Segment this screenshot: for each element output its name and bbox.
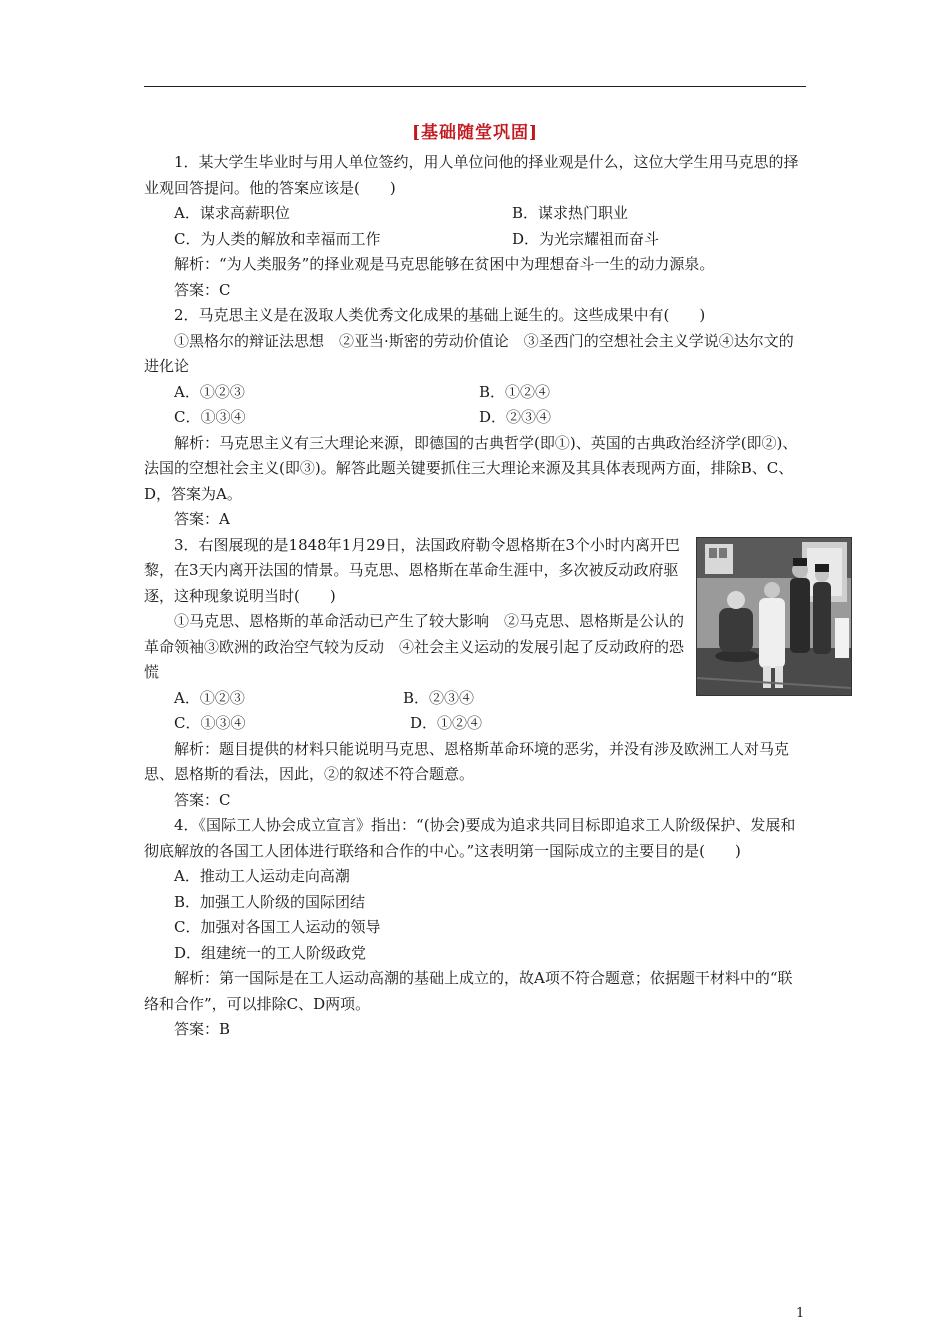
question-2: [144, 303, 806, 533]
question-items: ①黑格尔的辩证法思想 ②亚当·斯密的劳动价值论 ③圣西门的空想社会主义学说④达尔文的进化论: [144, 331, 794, 375]
question-stem: 1．某大学生毕业时与用人单位签约，用人单位问他的择业观是什么，这位大学生用马克思的择业观回答提问。他的答案应该是( ): [144, 153, 799, 197]
analysis: 解析：第一国际是在工人运动高潮的基础上成立的，故A项不符合题意；依据题干材料中的“联络和合作”，可以排除C、D两项。: [144, 969, 793, 1013]
answer: 答案：C: [174, 790, 231, 809]
options-row: [144, 380, 806, 406]
question-stem: 3．右图展现的是1848年1月29日，法国政府勒令恩格斯在3个小时内离开巴黎，在3天内离开法国的情景。马克思、恩格斯在革命生涯中，多次被反动政府驱逐，这种现象说明当时( ): [144, 535, 680, 605]
option-c: C．为人类的解放和幸福而工作: [174, 229, 381, 248]
options-row: [144, 405, 806, 431]
option-d: D．组建统一的工人阶级政党: [174, 943, 367, 962]
analysis: 解析：题目提供的材料只能说明马克思、恩格斯革命环境的恶劣，并没有涉及欧洲工人对马克思、恩格斯的看法，因此，②的叙述不符合题意。: [144, 739, 790, 783]
option-b: B．谋求热门职业: [512, 204, 629, 222]
option-d: D．①②④: [410, 714, 483, 732]
question-items: ①马克思、恩格斯的革命活动已产生了较大影响 ②马克思、恩格斯是公认的革命领袖③欧洲的政治空气较为反动 ④社会主义运动的发展引起了反动政府的恐慌: [144, 612, 685, 681]
option-a: A．①②③: [174, 688, 245, 707]
option-a: A．谋求高薪职位: [174, 204, 290, 222]
options-row: [144, 201, 806, 227]
header-rule: [144, 86, 806, 87]
option-a: A．推动工人运动走向高潮: [174, 867, 350, 885]
option-a: A．①②③: [174, 382, 245, 401]
options-row: [144, 711, 806, 737]
historical-illustration: [696, 537, 852, 696]
analysis: 解析：“为人类服务”的择业观是马克思能够在贫困中为理想奋斗一生的动力源泉。: [174, 255, 715, 273]
section-title: [基础随堂巩固]: [411, 123, 539, 143]
page-number: 1: [796, 1306, 805, 1321]
analysis: 解析：马克思主义有三大理论来源，即德国的古典哲学(即①)、英国的古典政治经济学(即②)、法国的空想社会主义(即③)。解答此题关键要抓住三大理论来源及其具体表现两方面，排除B、C、D，答案为A。: [144, 433, 798, 503]
question-3-text: [144, 533, 684, 686]
option-d: D．为光宗耀祖而奋斗: [512, 229, 660, 248]
option-c: C．①③④: [174, 714, 246, 732]
options-row: [144, 227, 806, 253]
option-b: B．①②④: [479, 382, 551, 401]
option-b: B．加强工人阶级的国际团结: [174, 892, 366, 911]
answer: 答案：C: [174, 280, 231, 299]
question-stem: 2．马克思主义是在汲取人类优秀文化成果的基础上诞生的。这些成果中有( ): [174, 306, 706, 324]
option-c: C．加强对各国工人运动的领导: [174, 918, 381, 936]
option-d: D．②③④: [479, 408, 552, 426]
option-b: B．②③④: [403, 688, 475, 707]
answer: 答案：B: [174, 1020, 231, 1038]
question-1: [144, 150, 806, 303]
answer: 答案：A: [174, 510, 230, 528]
document-body: [144, 118, 806, 1043]
question-4: [144, 813, 806, 1043]
option-c: C．①③④: [174, 408, 246, 426]
question-3: [144, 533, 806, 814]
question-stem: 4．《国际工人协会成立宣言》指出：“(协会)要成为追求共同目标即追求工人阶级保护、发展和彻底解放的各国工人团体进行联络和合作的中心。”这表明第一国际成立的主要目的是( ): [144, 816, 796, 860]
